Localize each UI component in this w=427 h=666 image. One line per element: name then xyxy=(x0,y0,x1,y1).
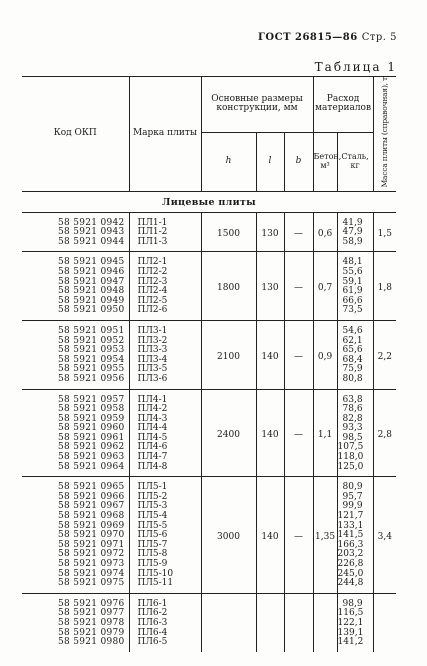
steel-mass: 121,7 xyxy=(337,512,373,522)
plate-mark: ПЛ4-5 xyxy=(129,434,201,444)
table-row xyxy=(22,389,396,405)
plate-mass xyxy=(373,593,396,651)
plate-mark: ПЛ6-4 xyxy=(129,629,201,639)
plate-mass: 2,8 xyxy=(373,389,396,477)
table-caption: Таблица 1 xyxy=(314,60,397,74)
plate-mass: 2,2 xyxy=(373,320,396,389)
plate-mark: ПЛ4-2 xyxy=(129,405,201,415)
okp-code: 58 5921 0970 xyxy=(22,531,129,541)
plate-mark: ПЛ4-3 xyxy=(129,415,201,425)
plate-mass: 3,4 xyxy=(373,477,396,594)
okp-code: 58 5921 0948 xyxy=(22,287,129,297)
plate-mark: ПЛ5-11 xyxy=(129,579,201,593)
dim-l xyxy=(256,593,284,651)
steel-mass: 118,0 xyxy=(337,453,373,463)
steel-mass: 95,7 xyxy=(337,493,373,503)
plate-mark: ПЛ4-6 xyxy=(129,443,201,453)
steel-mass: 41,9 xyxy=(337,212,373,228)
okp-code: 58 5921 0976 xyxy=(22,593,129,609)
steel-mass: 62,1 xyxy=(337,337,373,347)
dim-h: 1500 xyxy=(201,212,256,252)
okp-code: 58 5921 0965 xyxy=(22,477,129,493)
dim-b: — xyxy=(284,212,313,252)
plate-mass: 1,8 xyxy=(373,252,396,321)
plate-mark: ПЛ1-1 xyxy=(129,212,201,228)
plate-mark: ПЛ5-8 xyxy=(129,550,201,560)
okp-code: 58 5921 0942 xyxy=(22,212,129,228)
dim-h: 2100 xyxy=(201,320,256,389)
row-group xyxy=(22,593,396,651)
okp-code: 58 5921 0958 xyxy=(22,405,129,415)
plate-mark: ПЛ3-5 xyxy=(129,365,201,375)
okp-code: 58 5921 0951 xyxy=(22,320,129,336)
okp-code: 58 5921 0946 xyxy=(22,268,129,278)
plate-mark: ПЛ6-3 xyxy=(129,619,201,629)
okp-code: 58 5921 0947 xyxy=(22,278,129,288)
steel-mass: 141,2 xyxy=(337,638,373,652)
steel-mass: 141,5 xyxy=(337,531,373,541)
dim-h xyxy=(201,593,256,651)
col-steel-header: Сталь, кг xyxy=(337,132,373,191)
okp-code: 58 5921 0975 xyxy=(22,579,129,593)
col-mass-header: Масса плиты (справочная), т xyxy=(373,77,396,192)
steel-mass: 55,6 xyxy=(337,268,373,278)
plate-mark: ПЛ4-1 xyxy=(129,389,201,405)
concrete-volume: 1,35 xyxy=(313,477,337,594)
plate-mark: ПЛ2-4 xyxy=(129,287,201,297)
col-consumption-header: Расход материалов xyxy=(313,77,373,133)
row-group xyxy=(22,477,396,594)
table-row xyxy=(22,212,396,228)
okp-code: 58 5921 0959 xyxy=(22,415,129,425)
dim-h: 2400 xyxy=(201,389,256,477)
steel-mass: 48,1 xyxy=(337,252,373,268)
col-code-header: Код ОКП xyxy=(22,77,129,192)
okp-code: 58 5921 0954 xyxy=(22,356,129,366)
dim-b xyxy=(284,593,313,651)
dim-l: 140 xyxy=(256,320,284,389)
steel-mass: 75,9 xyxy=(337,365,373,375)
dim-h: 3000 xyxy=(201,477,256,594)
standard-number: ГОСТ 26815—86 xyxy=(258,32,358,43)
steel-mass: 66,6 xyxy=(337,297,373,307)
okp-code: 58 5921 0977 xyxy=(22,609,129,619)
concrete-volume: 0,9 xyxy=(313,320,337,389)
table-header xyxy=(22,77,396,213)
okp-code: 58 5921 0950 xyxy=(22,306,129,320)
plate-mark: ПЛ5-4 xyxy=(129,512,201,522)
steel-mass: 116,5 xyxy=(337,609,373,619)
steel-mass: 98,5 xyxy=(337,434,373,444)
okp-code: 58 5921 0969 xyxy=(22,522,129,532)
table-row xyxy=(22,252,396,268)
steel-mass: 133,1 xyxy=(337,522,373,532)
okp-code: 58 5921 0980 xyxy=(22,638,129,652)
plate-mark: ПЛ2-1 xyxy=(129,252,201,268)
concrete-volume: 0,6 xyxy=(313,212,337,252)
steel-mass: 226,8 xyxy=(337,560,373,570)
row-group xyxy=(22,389,396,477)
steel-mass: 93,3 xyxy=(337,424,373,434)
plate-mark: ПЛ5-10 xyxy=(129,570,201,580)
plate-mark: ПЛ3-3 xyxy=(129,346,201,356)
steel-mass: 166,3 xyxy=(337,541,373,551)
plate-mass: 1,5 xyxy=(373,212,396,252)
row-group xyxy=(22,212,396,252)
plate-mark: ПЛ3-4 xyxy=(129,356,201,366)
row-group xyxy=(22,320,396,389)
concrete-volume: 1,1 xyxy=(313,389,337,477)
okp-code: 58 5921 0944 xyxy=(22,238,129,252)
plate-mark: ПЛ3-1 xyxy=(129,320,201,336)
col-concrete-header: Бетон, м³ xyxy=(313,132,337,191)
plate-mark: ПЛ4-8 xyxy=(129,463,201,477)
plate-mark: ПЛ1-3 xyxy=(129,238,201,252)
steel-mass: 82,8 xyxy=(337,415,373,425)
concrete-volume: 0,7 xyxy=(313,252,337,321)
okp-code: 58 5921 0943 xyxy=(22,228,129,238)
dim-b: — xyxy=(284,389,313,477)
dim-h: 1800 xyxy=(201,252,256,321)
col-b-header: b xyxy=(284,132,313,191)
steel-mass: 203,2 xyxy=(337,550,373,560)
okp-code: 58 5921 0974 xyxy=(22,570,129,580)
plate-mark: ПЛ6-5 xyxy=(129,638,201,652)
okp-code: 58 5921 0964 xyxy=(22,463,129,477)
steel-mass: 59,1 xyxy=(337,278,373,288)
plate-mark: ПЛ3-6 xyxy=(129,375,201,389)
plate-mark: ПЛ5-2 xyxy=(129,493,201,503)
steel-mass: 139,1 xyxy=(337,629,373,639)
plate-mark: ПЛ4-4 xyxy=(129,424,201,434)
table-row xyxy=(22,477,396,493)
steel-mass: 107,5 xyxy=(337,443,373,453)
okp-code: 58 5921 0971 xyxy=(22,541,129,551)
steel-mass: 47,9 xyxy=(337,228,373,238)
plate-mark: ПЛ5-3 xyxy=(129,502,201,512)
okp-code: 58 5921 0972 xyxy=(22,550,129,560)
okp-code: 58 5921 0949 xyxy=(22,297,129,307)
okp-code: 58 5921 0955 xyxy=(22,365,129,375)
okp-code: 58 5921 0960 xyxy=(22,424,129,434)
plate-mark: ПЛ5-9 xyxy=(129,560,201,570)
okp-code: 58 5921 0973 xyxy=(22,560,129,570)
okp-code: 58 5921 0961 xyxy=(22,434,129,444)
okp-code: 58 5921 0953 xyxy=(22,346,129,356)
steel-mass: 244,8 xyxy=(337,579,373,593)
steel-mass: 245,0 xyxy=(337,570,373,580)
okp-code: 58 5921 0957 xyxy=(22,389,129,405)
steel-mass: 65,6 xyxy=(337,346,373,356)
plate-mark: ПЛ2-6 xyxy=(129,306,201,320)
steel-mass: 58,9 xyxy=(337,238,373,252)
page-number: Стр. 5 xyxy=(361,32,397,43)
steel-mass: 98,9 xyxy=(337,593,373,609)
dim-l: 130 xyxy=(256,252,284,321)
okp-code: 58 5921 0962 xyxy=(22,443,129,453)
plate-mark: ПЛ6-1 xyxy=(129,593,201,609)
plate-mark: ПЛ6-2 xyxy=(129,609,201,619)
okp-code: 58 5921 0963 xyxy=(22,453,129,463)
dim-l: 140 xyxy=(256,389,284,477)
col-mark-header: Марка плиты xyxy=(129,77,201,192)
concrete-volume xyxy=(313,593,337,651)
okp-code: 58 5921 0978 xyxy=(22,619,129,629)
plate-mark: ПЛ1-2 xyxy=(129,228,201,238)
steel-mass: 61,9 xyxy=(337,287,373,297)
steel-mass: 54,6 xyxy=(337,320,373,336)
okp-code: 58 5921 0967 xyxy=(22,502,129,512)
plate-mark: ПЛ5-5 xyxy=(129,522,201,532)
plate-mark: ПЛ2-3 xyxy=(129,278,201,288)
plate-mark: ПЛ5-7 xyxy=(129,541,201,551)
plate-mark: ПЛ2-5 xyxy=(129,297,201,307)
section-title: Лицевые плиты xyxy=(162,197,257,209)
steel-mass: 80,9 xyxy=(337,477,373,493)
page-header xyxy=(258,32,397,43)
col-dims-header: Основные размеры конструкции, мм xyxy=(201,77,313,133)
col-l-header: l xyxy=(256,132,284,191)
steel-mass: 63,8 xyxy=(337,389,373,405)
steel-mass: 99,9 xyxy=(337,502,373,512)
dim-b: — xyxy=(284,320,313,389)
col-h-header: h xyxy=(201,132,256,191)
plate-mark: ПЛ4-7 xyxy=(129,453,201,463)
dim-b: — xyxy=(284,252,313,321)
data-table xyxy=(22,76,396,652)
okp-code: 58 5921 0966 xyxy=(22,493,129,503)
dim-l: 130 xyxy=(256,212,284,252)
row-group xyxy=(22,252,396,321)
plate-mark: ПЛ3-2 xyxy=(129,337,201,347)
steel-mass: 73,5 xyxy=(337,306,373,320)
okp-code: 58 5921 0968 xyxy=(22,512,129,522)
plate-mark: ПЛ5-1 xyxy=(129,477,201,493)
dim-b: — xyxy=(284,477,313,594)
okp-code: 58 5921 0956 xyxy=(22,375,129,389)
steel-mass: 122,1 xyxy=(337,619,373,629)
okp-code: 58 5921 0979 xyxy=(22,629,129,639)
steel-mass: 125,0 xyxy=(337,463,373,477)
plate-mark: ПЛ2-2 xyxy=(129,268,201,278)
steel-mass: 80,8 xyxy=(337,375,373,389)
plate-mark: ПЛ5-6 xyxy=(129,531,201,541)
steel-mass: 68,4 xyxy=(337,356,373,366)
steel-mass: 78,6 xyxy=(337,405,373,415)
okp-code: 58 5921 0952 xyxy=(22,337,129,347)
table-row xyxy=(22,320,396,336)
okp-code: 58 5921 0945 xyxy=(22,252,129,268)
dim-l: 140 xyxy=(256,477,284,594)
table-row xyxy=(22,593,396,609)
